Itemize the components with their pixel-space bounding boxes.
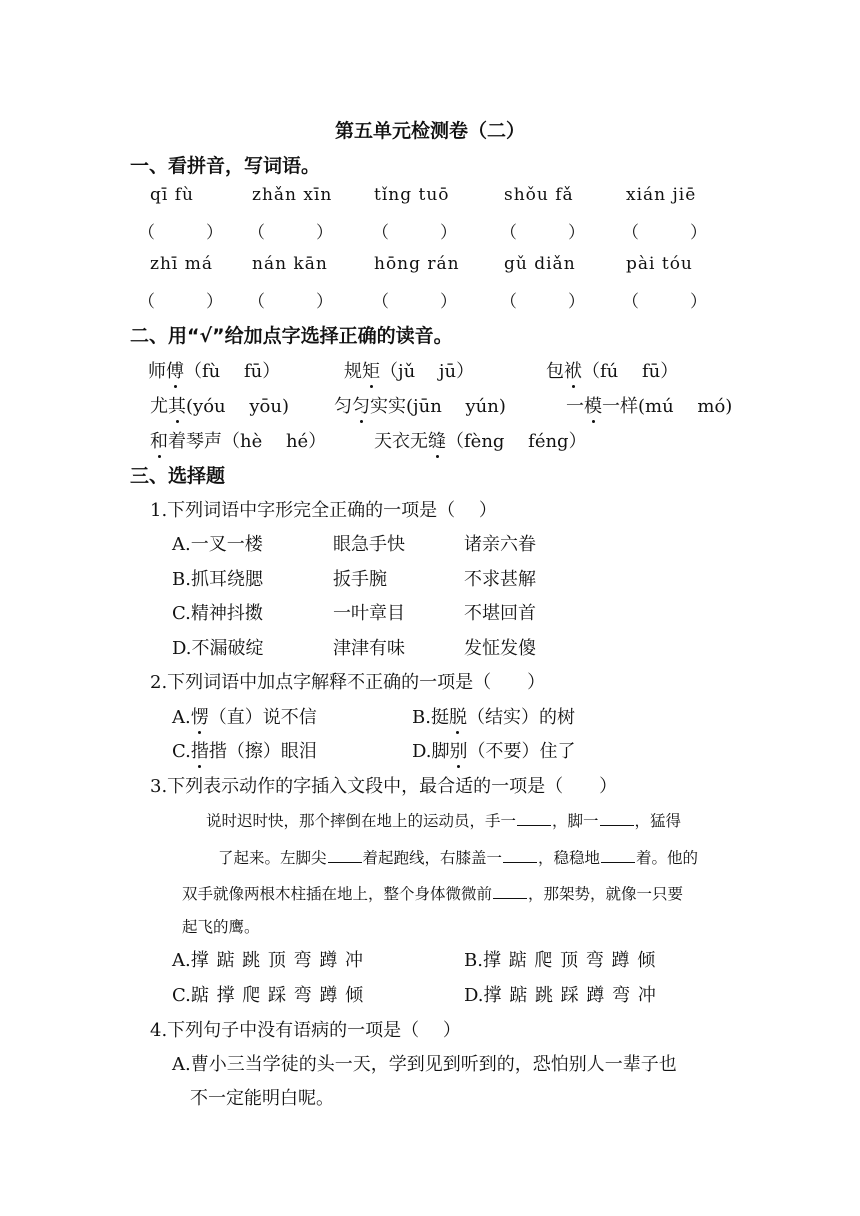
reading-item: 包袱（fú fū） xyxy=(546,357,678,383)
reading-item: 一模一样(mú mó) xyxy=(566,392,732,418)
question-4-stem: 4.下列句子中没有语病的一项是（ ） xyxy=(150,1020,461,1041)
answer-blank[interactable]: （ ） xyxy=(622,292,707,312)
dotted-char: 袱 xyxy=(564,357,582,383)
q1-option-word: 扳手腕 xyxy=(333,569,387,590)
q1-option-word: 眼急手快 xyxy=(333,534,405,555)
q1-option-word: 发怔发傻 xyxy=(464,638,536,659)
dotted-char: 傅 xyxy=(166,357,184,383)
passage-line: 说时迟时快，那个摔倒在地上的运动员，手一 ，脚一 ，猛得 xyxy=(206,812,682,830)
reading-item: 和着琴声（hè hé） xyxy=(150,427,326,453)
q1-option-word: 津津有味 xyxy=(333,638,405,659)
answer-blank[interactable]: （ ） xyxy=(372,292,457,312)
q1-option[interactable]: A.一叉一楼 xyxy=(172,534,263,555)
q4-option-a-continued: 不一定能明白呢。 xyxy=(190,1088,334,1109)
answer-blank[interactable]: （ ） xyxy=(500,292,585,312)
q2-option-c[interactable]: C.揩揩（擦）眼泪 xyxy=(172,737,317,763)
q1-option-word: 不求甚解 xyxy=(464,569,536,590)
answer-blank[interactable]: （ ） xyxy=(138,292,223,312)
pinyin-item: shǒu fǎ xyxy=(504,185,574,205)
passage-line: 起飞的鹰。 xyxy=(182,918,260,936)
dotted-char: 矩 xyxy=(362,357,380,383)
answer-blank[interactable]: （ ） xyxy=(372,223,457,243)
passage-line: 双手就像两根木柱插在地上，整个身体微微前 ，那架势，就像一只要 xyxy=(182,885,684,903)
q1-option[interactable]: C.精神抖擞 xyxy=(172,603,263,624)
pinyin-item: pài tóu xyxy=(626,254,693,274)
q3-option-d[interactable]: D.撑 踮 跳 踩 蹲 弯 冲 xyxy=(464,985,656,1006)
q2-option-b[interactable]: B.挺脱（结实）的树 xyxy=(412,703,575,729)
fill-blank[interactable] xyxy=(517,811,551,826)
fill-blank[interactable] xyxy=(601,848,635,863)
pinyin-item: gǔ diǎn xyxy=(504,254,576,274)
dotted-char: 愣 xyxy=(191,703,209,729)
pinyin-item: nán kān xyxy=(252,254,328,274)
pinyin-item: xián jiē xyxy=(626,185,697,205)
page-title: 第五单元检测卷（二） xyxy=(334,120,525,142)
dotted-char: 其 xyxy=(168,392,186,418)
q2-option-d[interactable]: D.脚别（不要）住了 xyxy=(412,737,576,763)
pinyin-item: tǐng tuō xyxy=(374,185,450,205)
q1-option[interactable]: B.抓耳绕腮 xyxy=(172,569,263,590)
dotted-char: 模 xyxy=(584,392,602,418)
q3-option-c[interactable]: C.踮 撑 爬 踩 弯 蹲 倾 xyxy=(172,985,364,1006)
question-2-stem: 2.下列词语中加点字解释不正确的一项是（ ） xyxy=(150,672,546,693)
dotted-char: 和 xyxy=(150,427,168,453)
q1-option-word: 诸亲六眷 xyxy=(464,534,536,555)
q1-option-word: 一叶章目 xyxy=(333,603,405,624)
q3-option-b[interactable]: B.撑 踮 爬 顶 弯 蹲 倾 xyxy=(464,950,656,971)
reading-item: 尤其(yóu yōu) xyxy=(150,392,289,418)
section-1-heading: 一、看拼音，写词语。 xyxy=(130,155,321,177)
pinyin-item: hōng rán xyxy=(374,254,460,274)
pinyin-item: qī fù xyxy=(150,185,194,205)
pinyin-item: zhī má xyxy=(150,254,214,274)
q4-option-a[interactable]: A.曹小三当学徒的头一天，学到见到听到的，恐怕别人一辈子也 xyxy=(172,1054,677,1075)
dotted-char: 缝 xyxy=(428,427,446,453)
section-3-heading: 三、选择题 xyxy=(130,465,226,487)
answer-blank[interactable]: （ ） xyxy=(500,223,585,243)
fill-blank[interactable] xyxy=(600,811,634,826)
reading-item: 匀匀实实(jūn yún) xyxy=(334,392,506,418)
answer-blank[interactable]: （ ） xyxy=(248,223,333,243)
reading-item: 师傅（fù fū） xyxy=(148,357,280,383)
question-3-stem: 3.下列表示动作的字插入文段中，最合适的一项是（ ） xyxy=(150,776,618,797)
question-1-stem: 1.下列词语中字形完全正确的一项是（ ） xyxy=(150,500,497,521)
reading-item: 规矩（jǔ jū） xyxy=(344,357,474,383)
q1-option[interactable]: D.不漏破绽 xyxy=(172,638,264,659)
dotted-char: 揩 xyxy=(191,737,209,763)
reading-item: 天衣无缝（fèng féng） xyxy=(374,427,587,453)
passage-line: 了起来。左脚尖 着起跑线，右膝盖一 ，稳稳地 着。他的 xyxy=(218,849,699,867)
q2-option-a[interactable]: A.愣（直）说不信 xyxy=(172,703,317,729)
dotted-char: 别 xyxy=(450,737,468,763)
answer-blank[interactable]: （ ） xyxy=(248,292,333,312)
q3-option-a[interactable]: A.撑 踮 跳 顶 弯 蹲 冲 xyxy=(172,950,364,971)
pinyin-item: zhǎn xīn xyxy=(252,185,333,205)
dotted-char: 匀 xyxy=(352,392,370,418)
section-2-heading: 二、用“√”给加点字选择正确的读音。 xyxy=(130,325,453,347)
answer-blank[interactable]: （ ） xyxy=(622,223,707,243)
fill-blank[interactable] xyxy=(503,848,537,863)
dotted-char: 脱 xyxy=(449,703,467,729)
fill-blank[interactable] xyxy=(493,884,527,899)
fill-blank[interactable] xyxy=(328,848,362,863)
answer-blank[interactable]: （ ） xyxy=(138,223,223,243)
q1-option-word: 不堪回首 xyxy=(464,603,536,624)
